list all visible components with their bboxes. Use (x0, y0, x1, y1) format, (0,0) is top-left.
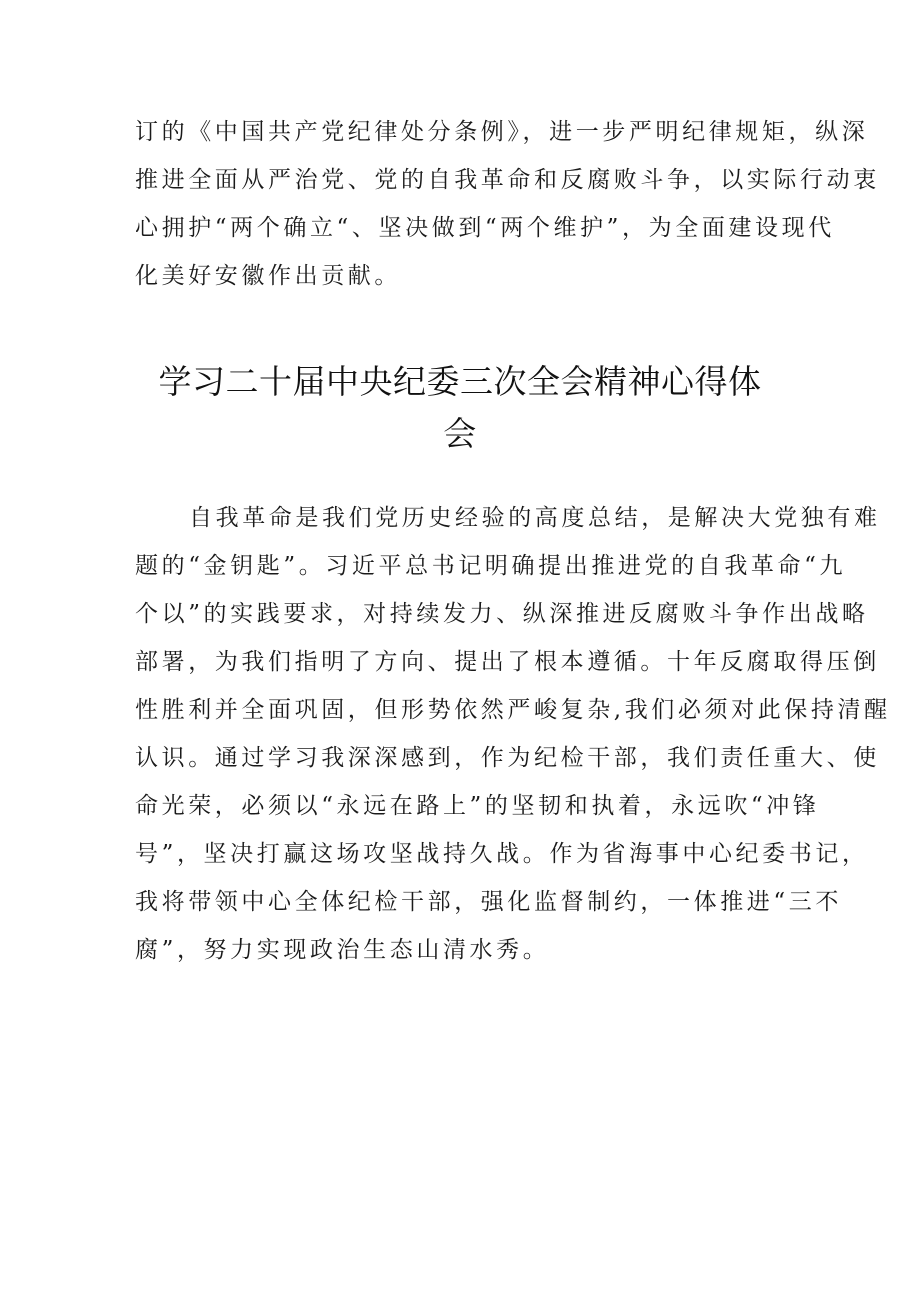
paragraph-line: 心拥护“两个确立“、坚决做到“两个维护”，为全面建设现代 (135, 215, 835, 241)
paragraph-line: 号”，坚决打赢这场攻坚战持久战。作为省海事中心纪委书记， (135, 841, 869, 867)
article-title (120, 356, 800, 460)
paragraph-line: 腐”，努力实现政治生态山清水秀。 (135, 937, 550, 963)
intro-paragraph (135, 108, 880, 300)
paragraph-line: 命光荣，必须以“永远在路上”的坚韧和执着，永远吹“冲锋 (135, 793, 820, 819)
title-line: 会 (443, 414, 477, 453)
paragraph-line: 自我革命是我们党历史经验的高度总结，是解决大党独有难 (189, 505, 881, 531)
paragraph-line: 化美好安徽作出贡献。 (135, 263, 401, 289)
paragraph-line: 我将带领中心全体纪检干部，强化监督制约，一体推进“三不 (135, 889, 842, 915)
paragraph-line: 认识。通过学习我深深感到，作为纪检干部，我们责任重大、使 (135, 745, 880, 771)
paragraph-line: 推进全面从严治党、党的自我革命和反腐败斗争，以实际行动衷 (135, 167, 880, 193)
paragraph-line: 订的《中国共产党纪律处分条例》，进一步严明纪律规矩，纵深 (135, 119, 869, 145)
paragraph-line: 性胜利并全面巩固，但形势依然严峻复杂,我们必须对此保持清醒 (135, 697, 891, 723)
article-body (135, 494, 891, 974)
paragraph-line: 个以”的实践要求，对持续发力、纵深推进反腐败斗争作出战略 (135, 601, 869, 627)
paragraph-line: 题的“金钥匙”。习近平总书记明确提出推进党的自我革命“九 (135, 553, 847, 579)
paragraph-line: 部署，为我们指明了方向、提出了根本遵循。十年反腐取得压倒 (135, 649, 880, 675)
title-line: 学习二十届中央纪委三次全会精神心得体 (158, 362, 762, 401)
